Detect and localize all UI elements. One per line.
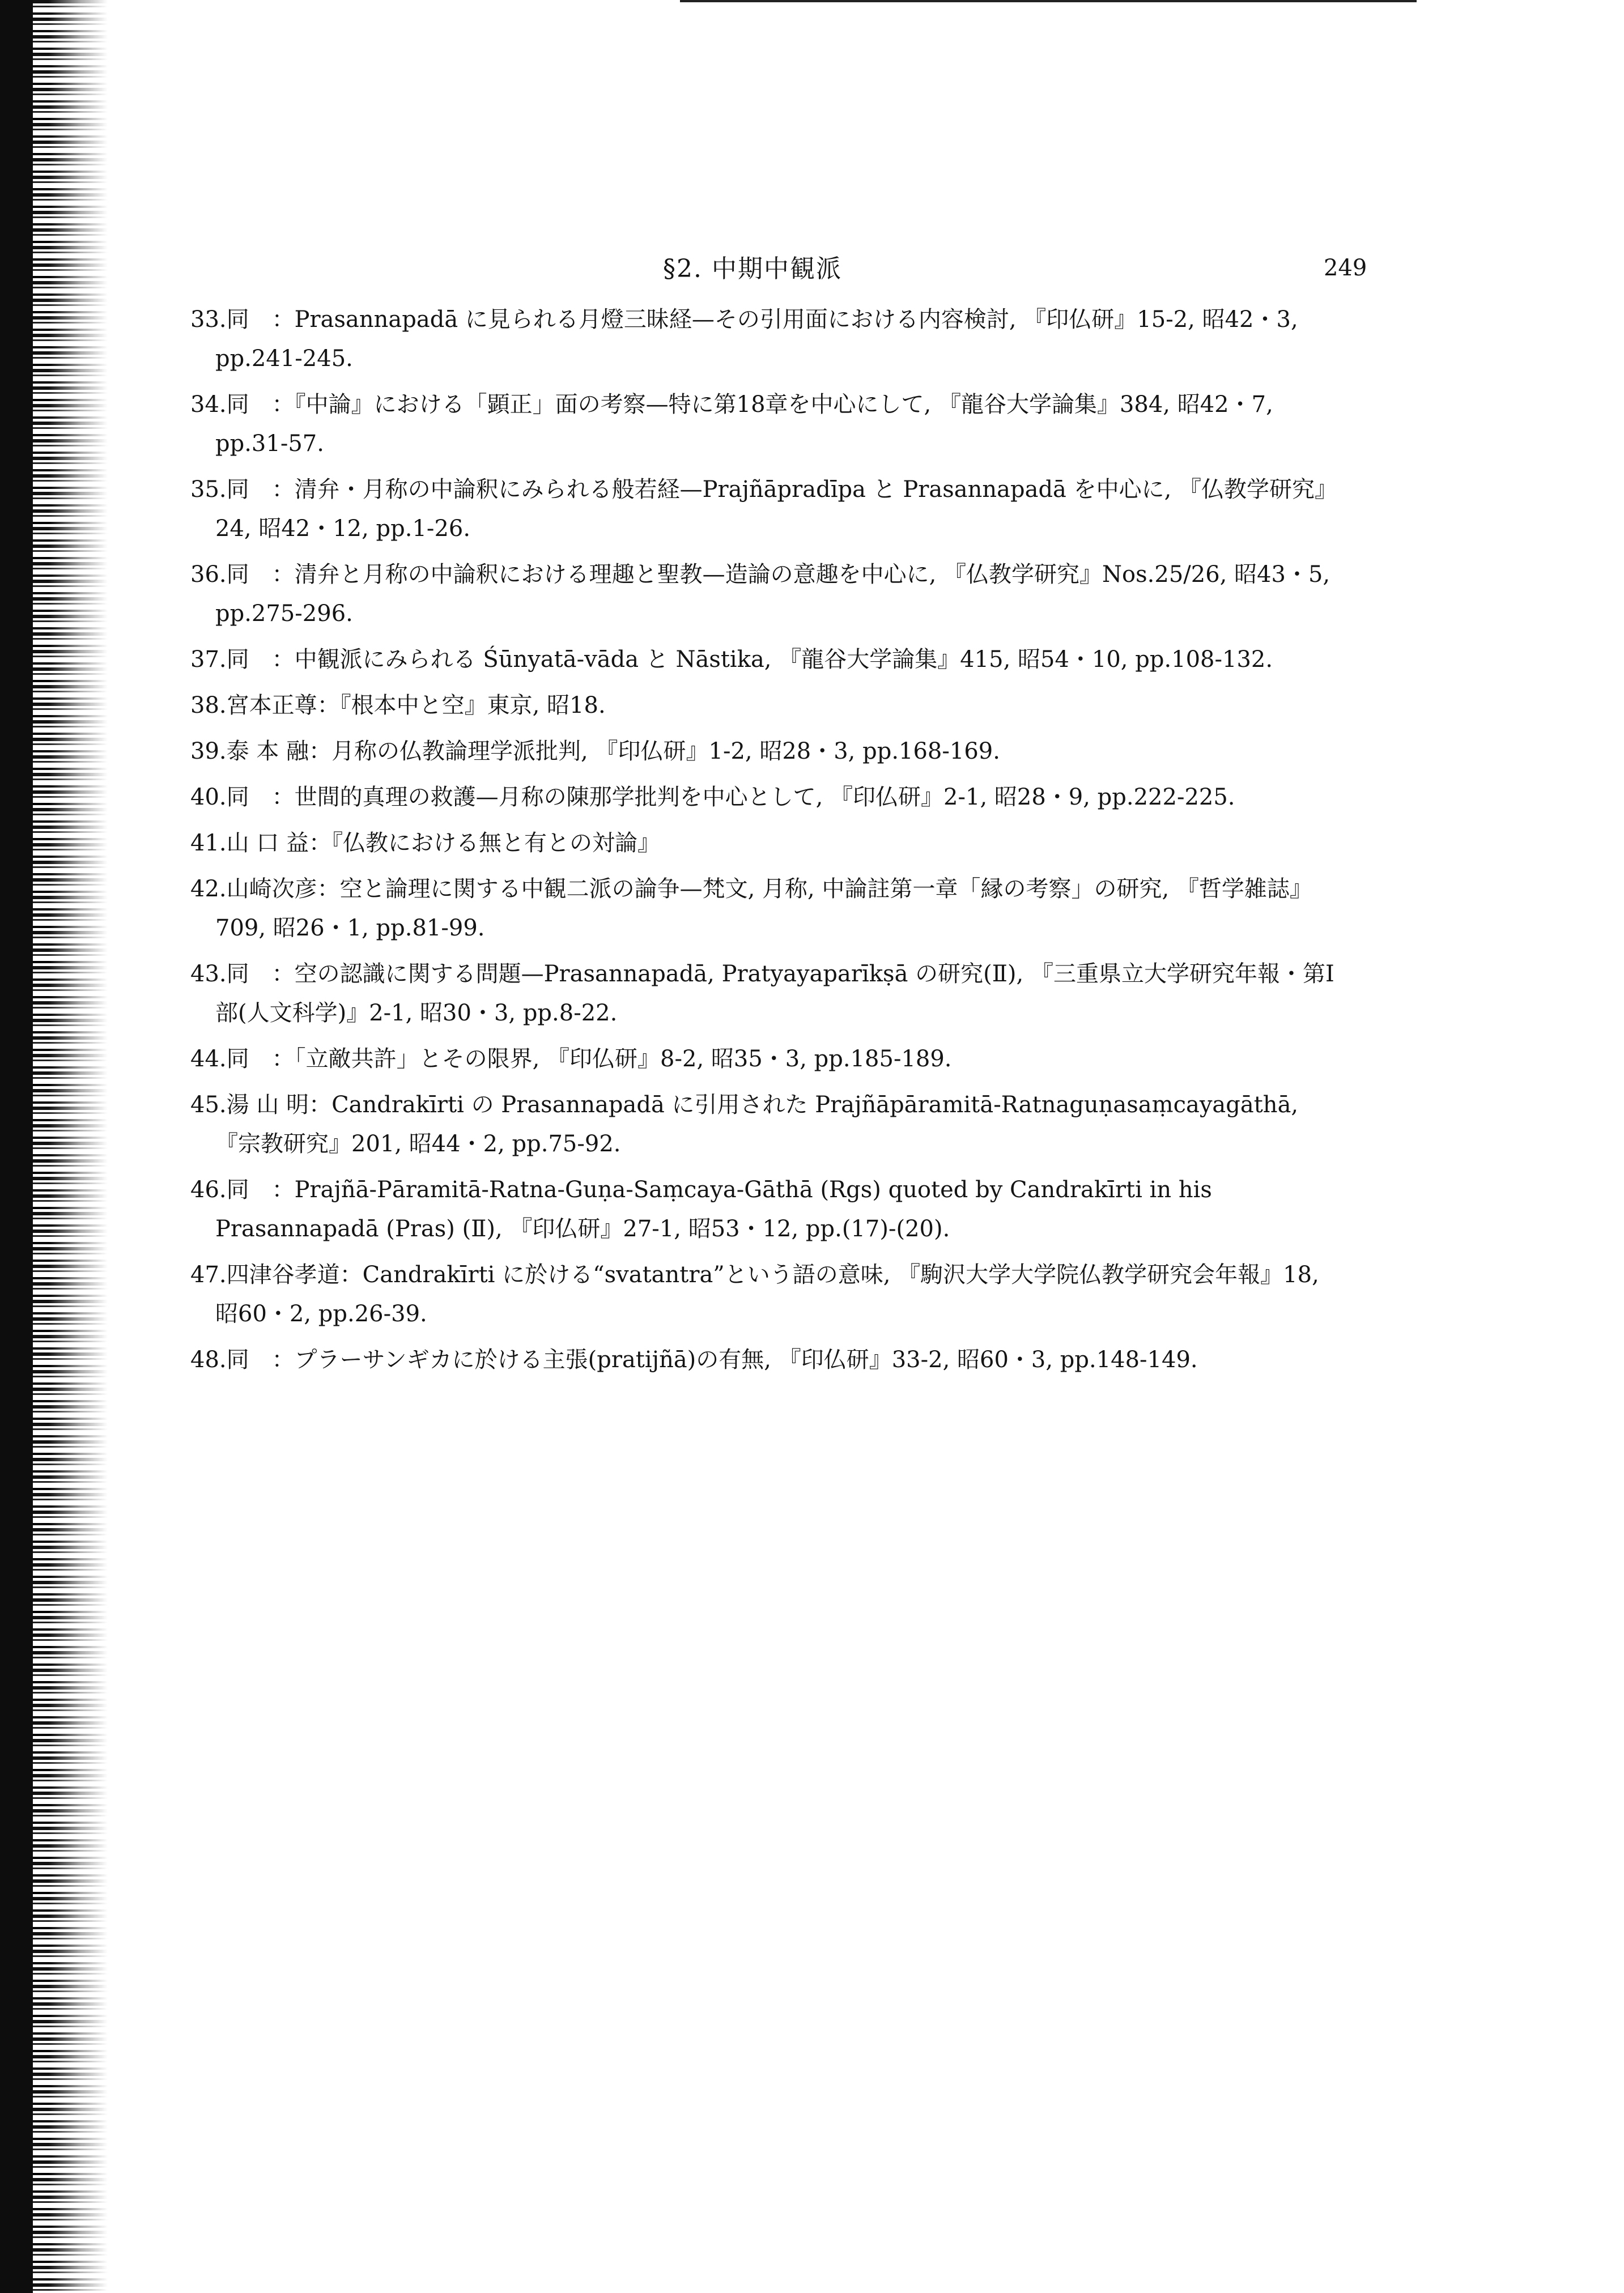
scan-top-edge [680,0,1417,2]
scan-binding-shadow [0,0,33,2293]
bibliography-entry [190,300,1341,378]
entry-author: 同 ： [226,784,295,810]
bibliography-entry [190,732,1341,771]
bibliography-entry [190,1341,1341,1380]
entry-author: 同 ： [226,646,295,673]
entry-number: 44. [190,1046,227,1072]
entry-text: 空の認識に関する問題—Prasannapadā, Pratyayaparīkṣā の研究(Ⅱ), 『三重県立大学研究年報・第Ⅰ部(人文科学)』2-1, 昭30・3, pp.8-22. [215,961,1334,1026]
bibliography-entry [190,1086,1341,1164]
entry-number: 45. [190,1092,227,1118]
entry-text: プラーサンギカに於ける主張(pratijñā)の有無, 『印仏研』33-2, 昭60・3, pp.148-149. [294,1347,1198,1373]
entry-author: 同 ： [226,961,295,987]
entry-text: 『根本中と空』東京, 昭18. [339,692,606,718]
entry-number: 33. [190,307,227,333]
entry-number: 35. [190,477,227,503]
entry-author: 同 ： [226,392,295,418]
entry-number: 40. [190,784,227,810]
entry-text: 清弁と月称の中論釈における理趣と聖教—造論の意趣を中心に, 『仏教学研究』Nos.25/26, 昭43・5, pp.275-296. [215,561,1330,627]
bibliography-entry [190,1256,1341,1334]
entry-author: 同 ： [226,1177,295,1203]
entry-number: 48. [190,1347,227,1373]
entry-author: 同 ： [226,477,295,503]
entry-number: 47. [190,1262,227,1288]
entry-text: Prajñā-Pāramitā-Ratna-Guṇa-Saṃcaya-Gāthā (Rgs) quoted by Candrakīrti in his Prasannapadā (Pras) (Ⅱ), 『印仏研』27-1, 昭53・12, pp.(17)-(20). [215,1177,1212,1242]
bibliography-entry [190,778,1341,817]
entry-number: 38. [190,692,227,718]
entry-number: 36. [190,561,227,588]
entry-author: 宮本正尊： [226,692,340,718]
bibliography-entry [190,955,1341,1033]
bibliography-entry [190,870,1341,948]
bibliography-entry [190,1171,1341,1249]
entry-author: 湯 山 明： [226,1092,332,1118]
entry-text: 『仏教における無と有との対論』 [331,830,661,856]
entry-author: 泰 本 融： [226,738,332,764]
entry-text: 『中論』における「顕正」面の考察—特に第18章を中心にして, 『龍谷大学論集』384, 昭42・7, pp.31-57. [215,392,1273,457]
entry-author: 四津谷孝道： [226,1262,363,1288]
bibliography-entry [190,555,1341,633]
bibliography-entry [190,1040,1341,1079]
running-header: §2. 中期中観派 [663,254,842,283]
bibliography-entry [190,824,1341,863]
entry-author: 同 ： [226,1347,295,1373]
entry-number: 37. [190,646,227,673]
entry-text: Prasannapadā に見られる月燈三昧経—その引用面における内容検討, 『印仏研』15-2, 昭42・3, pp.241-245. [215,307,1298,372]
entry-text: 清弁・月称の中論釈にみられる般若経—Prajñāpradīpa と Prasannapadā を中心に, 『仏教学研究』24, 昭42・12, pp.1-26. [215,477,1338,542]
bibliography-list [190,300,1341,1386]
page-number: 249 [1324,255,1367,281]
entry-number: 43. [190,961,227,987]
entry-number: 39. [190,738,227,764]
entry-text: 中観派にみられる Śūnyatā-vāda と Nāstika, 『龍谷大学論集』415, 昭54・10, pp.108-132. [294,646,1273,673]
entry-author: 山 口 益： [226,830,332,856]
bibliography-entry [190,686,1341,725]
bibliography-entry [190,385,1341,463]
entry-author: 同 ： [226,307,295,333]
entry-number: 42. [190,876,227,902]
entry-number: 41. [190,830,227,856]
entry-text: 「立敵共許」とその限界, 『印仏研』8-2, 昭35・3, pp.185-189. [294,1046,952,1072]
entry-text: Candrakīrti に於ける“svatantra”という語の意味, 『駒沢大学大学院仏教学研究会年報』18, 昭60・2, pp.26-39. [215,1262,1319,1327]
bibliography-entry [190,470,1341,548]
entry-text: 月称の仏教論理学派批判, 『印仏研』1-2, 昭28・3, pp.168-169. [331,738,1000,764]
entry-number: 46. [190,1177,227,1203]
entry-number: 34. [190,392,227,418]
bibliography-entry [190,640,1341,679]
entry-text: Candrakīrti の Prasannapadā に引用された Prajñāpāramitā-Ratnaguṇasaṃcayagāthā, 『宗教研究』201, 昭44・2, pp.75-92. [215,1092,1299,1157]
entry-author: 同 ： [226,561,295,588]
entry-text: 空と論理に関する中観二派の論争—梵文, 月称, 中論註第一章「縁の考察」の研究, 『哲学雑誌』709, 昭26・1, pp.81-99. [215,876,1312,941]
entry-author: 同 ： [226,1046,295,1072]
entry-author: 山崎次彦： [226,876,340,902]
entry-text: 世間的真理の救護—月称の陳那学批判を中心として, 『印仏研』2-1, 昭28・9, pp.222-225. [294,784,1235,810]
